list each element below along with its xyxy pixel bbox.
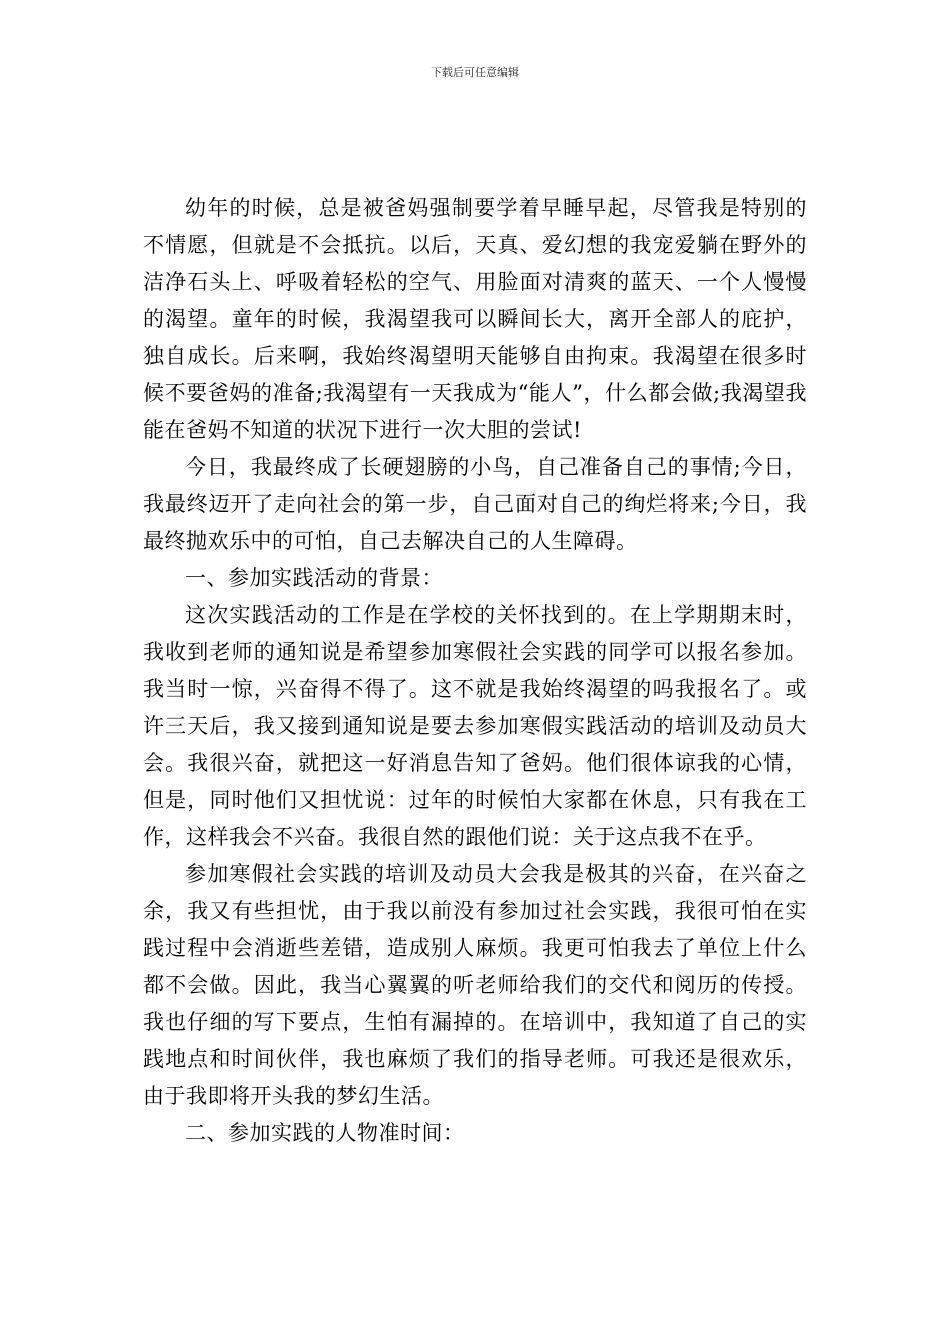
document-body	[143, 190, 807, 1152]
page-header-note: 下载后可任意编辑	[431, 66, 519, 79]
section-heading-background: 一、参加实践活动的背景：	[185, 566, 443, 590]
paragraph-training: 参加寒假社会实践的培训及动员大会我是极其的兴奋，在兴奋之余，我又有些担忧，由于我以前没有参加过社会实践，我很可怕在实践过程中会消逝些差错，造成别人麻烦。我更可怕我去了单位上什么都不会做。因此，我当心翼翼的听老师给我们的交代和阅历的传授。我也仔细的写下要点，生怕有漏掉的。在培训中，我知道了自己的实践地点和时间伙伴，我也麻烦了我们的指导老师。可我还是很欢乐，由于我即将开头我的梦幻生活。	[143, 862, 807, 1108]
paragraph-activity-origin: 这次实践活动的工作是在学校的关怀找到的。在上学期期末时，我收到老师的通知说是希望参加寒假社会实践的同学可以报名参加。我当时一惊，兴奋得不得了。这不就是我始终渴望的吗我报名了。或许三天后，我又接到通知说是要去参加寒假实践活动的培训及动员大会。我很兴奋，就把这一好消息告知了爸妈。他们很体谅我的心情，但是，同时他们又担忧说：过年的时候怕大家都在休息，只有我在工作，这样我会不兴奋。我很自然的跟他们说：关于这点我不在乎。	[143, 603, 807, 849]
paragraph-childhood: 幼年的时候，总是被爸妈强制要学着早睡早起，尽管我是特别的不情愿，但就是不会抵抗。以后，天真、爱幻想的我宠爱躺在野外的洁净石头上、呼吸着轻松的空气、用脸面对清爽的蓝天、一个人慢慢的渴望。童年的时候，我渴望我可以瞬间长大，离开全部人的庇护，独自成长。后来啊，我始终渴望明天能够自由拘束。我渴望在很多时候不要爸妈的准备;我渴望有一天我成为“能人”，什么都会做;我渴望我能在爸妈不知道的状况下进行一次大胆的尝试!	[143, 196, 807, 442]
section-heading-people-time: 二、参加实践的人物准时间：	[185, 1121, 465, 1145]
paragraph-today: 今日，我最终成了长硬翅膀的小鸟，自己准备自己的事情;今日，我最终迈开了走向社会的第一步，自己面对自己的绚烂将来;今日，我最终抛欢乐中的可怕，自己去解决自己的人生障碍。	[143, 455, 807, 553]
